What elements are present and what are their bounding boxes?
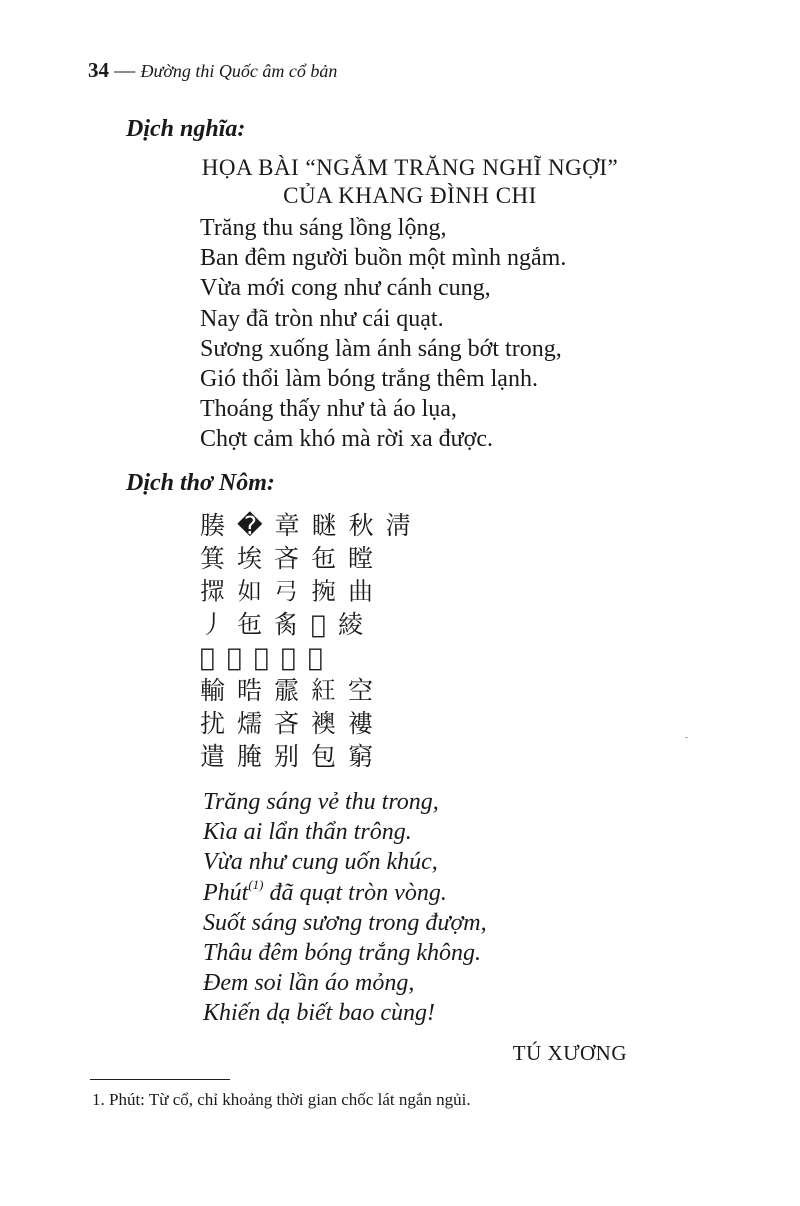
section-title-meaning: Dịch nghĩa: <box>126 116 246 142</box>
meaning-line: Vừa mới cong như cánh cung, <box>200 275 491 302</box>
nom-line: 遣腌别包窮 <box>200 742 386 771</box>
header-separator: — <box>109 58 141 82</box>
nom-poem-translation <box>203 787 487 1029</box>
running-header <box>88 58 337 83</box>
nom-line: 扰燸吝襖褸 <box>200 709 386 738</box>
meaning-line: Ban đêm người buồn một mình ngắm. <box>200 245 567 272</box>
nom-poem-line: Kìa ai lẩn thẩn trông. <box>203 819 412 846</box>
nom-poem-line: Vừa như cung uốn khúc, <box>203 849 438 876</box>
meaning-line: Chợt cảm khó mà rời xa được. <box>200 426 494 453</box>
nom-poem-line: Đem soi lần áo mỏng, <box>203 970 415 997</box>
meaning-line: Nay đã tròn như cái quạt. <box>200 305 444 332</box>
nom-poem-line: Trăng sáng vẻ thu trong, <box>203 789 439 815</box>
meaning-verse <box>200 213 566 455</box>
nom-poem-line: Khiến dạ biết bao cùng! <box>203 1000 435 1027</box>
footnote-marker: (1) <box>248 876 264 892</box>
nom-poem-line-rest: đã quạt tròn vòng. <box>263 879 447 906</box>
nom-poem-line: Suốt sáng sương trong đượm, <box>203 909 487 936</box>
meaning-line: Thoáng thấy như tà áo lụa, <box>200 396 457 423</box>
nom-line: 𢶢如弓捥曲 <box>200 577 386 606</box>
nom-line: 丿㐌䏑𨍦綾 <box>200 610 376 639</box>
meaning-line: Sương xuống làm ánh sáng bớt trong, <box>200 335 562 362</box>
poem-title-line-1: HỌA BÀI “NGẮM TRĂNG NGHĨ NGỢI” <box>201 155 619 180</box>
nom-poem-line <box>203 878 487 908</box>
meaning-line: Trăng thu sáng lồng lộng, <box>200 215 447 241</box>
footnote-text: 1. Phút: Từ cổ, chỉ khoảng thời gian chốc lát ngắn ngủi. <box>92 1090 471 1109</box>
footnote-divider <box>90 1079 230 1080</box>
footnoted-word: Phút <box>203 879 249 906</box>
nom-line: 輸晧霢𥿁空 <box>200 676 386 705</box>
section-title-nom: Dịch thơ Nôm: <box>126 470 275 496</box>
scan-speck <box>685 737 688 738</box>
nom-verse <box>200 509 423 773</box>
book-title: Đường thi Quốc âm cổ bản <box>140 61 338 81</box>
nom-line: 箕埃吝㐌瞠 <box>200 544 386 573</box>
page-number: 34 <box>88 58 109 82</box>
author-name: TÚ XƯƠNG <box>512 1041 627 1065</box>
nom-line: 腠�章瞇秋淸 <box>200 511 423 540</box>
nom-line: 𨁥熰霜𩆍淡 <box>200 643 336 672</box>
meaning-line: Gió thổi làm bóng trắng thêm lạnh. <box>200 366 538 393</box>
nom-poem-line: Thâu đêm bóng trắng không. <box>203 940 481 967</box>
poem-title-line-2: CỦA KHANG ĐÌNH CHI <box>283 183 537 208</box>
